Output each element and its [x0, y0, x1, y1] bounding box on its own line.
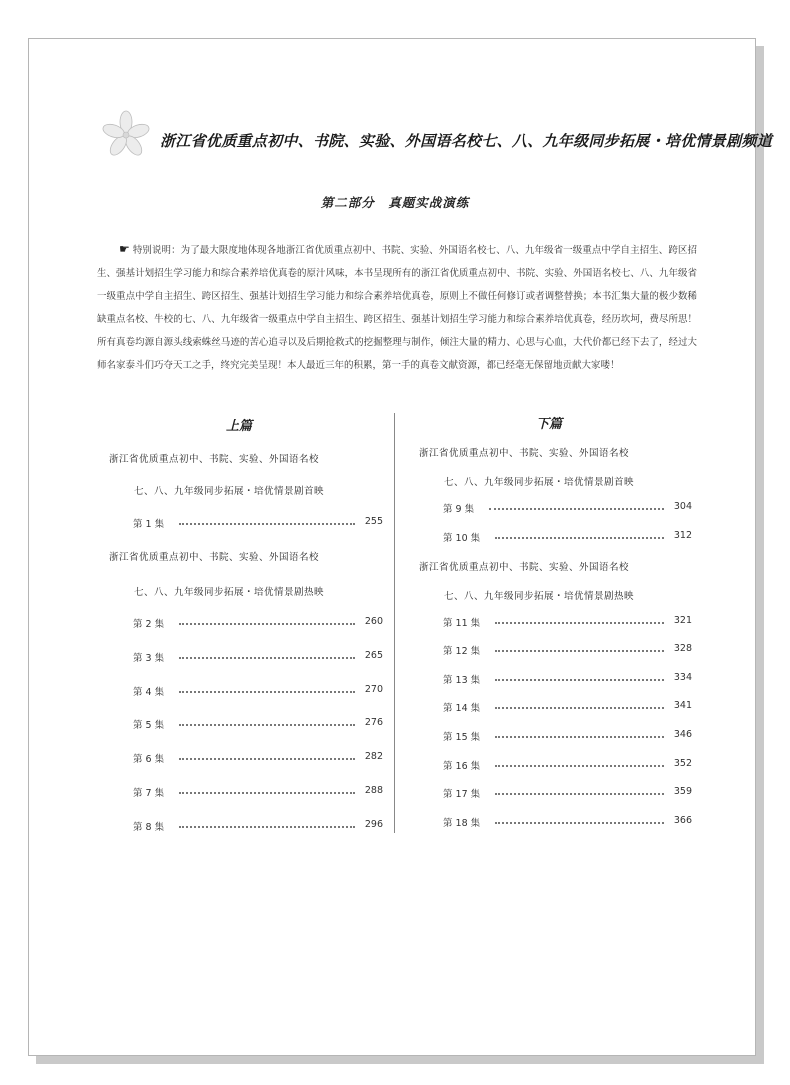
toc-entry[interactable]	[133, 819, 383, 833]
dot-leader	[495, 537, 664, 539]
page-number: 255	[364, 516, 383, 527]
episode-label: 第 13 集	[443, 675, 481, 686]
part-title: 第二部分 真题实战演练	[320, 195, 470, 210]
dot-leader	[495, 765, 664, 767]
group-title-line1: 浙江省优质重点初中、书院、实验、外国语名校	[419, 448, 630, 459]
group-title-line1: 浙江省优质重点初中、书院、实验、外国语名校	[109, 454, 320, 465]
toc-entry[interactable]	[443, 530, 692, 544]
toc-entry[interactable]	[443, 758, 692, 772]
banner	[100, 110, 773, 160]
episode-label: 第 4 集	[133, 687, 165, 698]
dot-leader	[179, 758, 355, 760]
toc-entry[interactable]	[443, 672, 692, 686]
dot-leader	[495, 822, 664, 824]
page-number: 270	[364, 684, 383, 695]
episode-label: 第 12 集	[443, 646, 481, 657]
toc-entry[interactable]	[133, 650, 383, 664]
dot-leader	[179, 724, 355, 726]
toc-entry[interactable]	[443, 786, 692, 800]
toc-entry[interactable]	[443, 815, 692, 829]
page-number: 288	[364, 785, 383, 796]
page-number: 304	[673, 501, 692, 512]
episode-label: 第 2 集	[133, 619, 165, 630]
page-number: 328	[673, 643, 692, 654]
toc-entry[interactable]	[443, 615, 692, 629]
episode-label: 第 16 集	[443, 761, 481, 772]
group-title-line2: 七、八、九年级同步拓展・培优情景剧首映	[134, 486, 325, 497]
toc-entry[interactable]	[443, 729, 692, 743]
page-number: 321	[673, 615, 692, 626]
page-number: 282	[364, 751, 383, 762]
episode-label: 第 1 集	[133, 519, 165, 530]
page-sheet	[28, 38, 756, 1056]
dot-leader	[179, 523, 355, 525]
page-number: 296	[364, 819, 383, 830]
page-number: 359	[673, 786, 692, 797]
page-number: 276	[364, 717, 383, 728]
toc-entry[interactable]	[133, 717, 383, 731]
group-title-line2: 七、八、九年级同步拓展・培优情景剧热映	[134, 587, 325, 598]
special-notice	[97, 238, 697, 377]
dot-leader	[495, 650, 664, 652]
toc-entry[interactable]	[133, 785, 383, 799]
toc-entry[interactable]	[443, 501, 692, 515]
page-number: 312	[673, 530, 692, 541]
notice-text: 特别说明：为了最大限度地体现各地浙江省优质重点初中、书院、实验、外国语名校七、八、九年级省一级重点中学自主招生、跨区招生、强基计划招生学习能力和综合素养培优真卷的原汁风味，本书呈现所有的浙江省优质重点初中、书院、实验、外国语名校七、八、九年级省一级重点中学自主招生、跨区招生、强基计划招生学习能力和综合素养培优真卷，原则上不做任何修订或者调整替换；本书汇集大量的极少数稀缺重点名校、牛校的七、八、九年级省一级重点中学自主招生、跨区招生、强基计划招生学习能力和综合素养培优真卷，经历坎坷，费尽所思！所有真卷均源自源头线索蛛丝马迹的苦心追寻以及后期抢救式的挖掘整理与制作，倾注大量的精力、心思与心血，大代价都已经下去了，经过大师名家泰斗们巧夺天工之手，终究完美呈现！本人最近三年的积累，第一手的真卷文献资源，都已经毫无保留地贡献大家喽！	[97, 245, 697, 371]
dot-leader	[179, 657, 355, 659]
page-number: 260	[364, 616, 383, 627]
toc-entry[interactable]	[443, 700, 692, 714]
group-title-line2: 七、八、九年级同步拓展・培优情景剧热映	[444, 591, 635, 602]
episode-label: 第 6 集	[133, 754, 165, 765]
episode-label: 第 11 集	[443, 618, 481, 629]
episode-label: 第 8 集	[133, 822, 165, 833]
episode-label: 第 9 集	[443, 504, 475, 515]
toc-entry[interactable]	[133, 516, 383, 530]
dot-leader	[179, 826, 355, 828]
episode-label: 第 15 集	[443, 732, 481, 743]
episode-label: 第 5 集	[133, 720, 165, 731]
pointing-hand-icon: ☛	[119, 242, 130, 256]
group-title-line1: 浙江省优质重点初中、书院、实验、外国语名校	[109, 552, 320, 563]
page-number: 265	[364, 650, 383, 661]
dot-leader	[495, 736, 664, 738]
episode-label: 第 14 集	[443, 703, 481, 714]
episode-label: 第 3 集	[133, 653, 165, 664]
toc-entry[interactable]	[133, 684, 383, 698]
dot-leader	[179, 623, 355, 625]
episode-label: 第 18 集	[443, 818, 481, 829]
toc-entry[interactable]	[133, 751, 383, 765]
banner-title: 浙江省优质重点初中、书院、实验、外国语名校七、八、九年级同步拓展・培优情景剧频道	[160, 132, 773, 150]
dot-leader	[489, 508, 664, 510]
dot-leader	[495, 707, 664, 709]
page-number: 366	[673, 815, 692, 826]
section-heading-lower: 下篇	[536, 417, 563, 432]
episode-label: 第 7 集	[133, 788, 165, 799]
page-number: 334	[673, 672, 692, 683]
section-heading-upper: 上篇	[226, 419, 253, 434]
episode-label: 第 10 集	[443, 533, 481, 544]
dot-leader	[495, 622, 664, 624]
dot-leader	[495, 793, 664, 795]
group-title-line1: 浙江省优质重点初中、书院、实验、外国语名校	[419, 562, 630, 573]
toc-entry[interactable]	[133, 616, 383, 630]
page-number: 341	[673, 700, 692, 711]
dot-leader	[495, 679, 664, 681]
dot-leader	[179, 792, 355, 794]
page-number: 346	[673, 729, 692, 740]
column-divider	[394, 413, 395, 833]
flower-icon	[100, 110, 152, 160]
group-title-line2: 七、八、九年级同步拓展・培优情景剧首映	[444, 477, 635, 488]
page-number: 352	[673, 758, 692, 769]
episode-label: 第 17 集	[443, 789, 481, 800]
dot-leader	[179, 691, 355, 693]
toc-entry[interactable]	[443, 643, 692, 657]
